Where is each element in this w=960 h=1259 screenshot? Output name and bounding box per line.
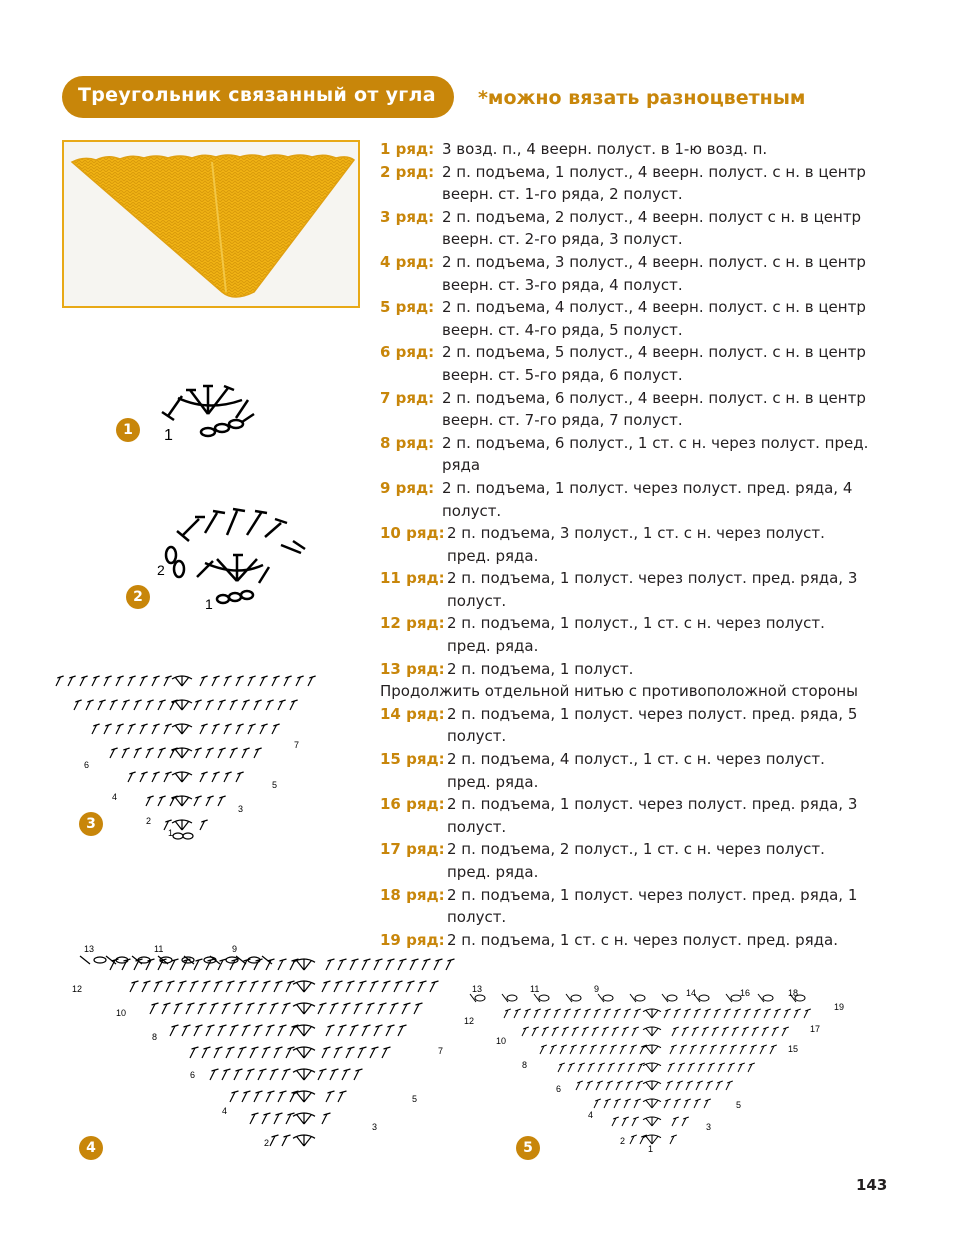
row-8: 8 ряд: 2 п. подъема, 6 полуст., 1 ст. с н. через полуст. пред. ряда — [380, 433, 869, 475]
d5-label-11: 11 — [530, 984, 540, 994]
d5-label-12: 12 — [464, 1016, 475, 1026]
row-6: 6 ряд: 2 п. подъема, 5 полуст., 4 веерн. полуст. с н. в центр веерн. ст. 5-го ряда, 6 полуст. — [380, 343, 866, 384]
diagram-1 — [160, 378, 260, 446]
row-14: 14 ряд: 2 п. подъема, 1 полуст. через полуст. пред. ряда, 5 полуст. — [380, 704, 858, 746]
section-title-banner — [62, 76, 454, 118]
d3-label-2: 2 — [146, 816, 152, 826]
row-5: 5 ряд: 2 п. подъема, 4 полуст., 4 веерн. полуст. с н. в центр веерн. ст. 4-го ряда, 5 полуст. — [380, 298, 866, 339]
multicolor-note: *можно вязать разноцветным — [478, 87, 806, 109]
row-17: 17 ряд: 2 п. подъема, 2 полуст., 1 ст. с н. через полуст. пред. ряда. — [380, 840, 825, 881]
diagram-5-badge: 5 — [516, 1136, 540, 1160]
diagram-1-label: 1 — [164, 427, 173, 444]
row-12: 12 ряд: 2 п. подъема, 1 полуст., 1 ст. с н. через полуст. пред. ряда. — [380, 614, 825, 656]
d5-label-5: 5 — [736, 1100, 742, 1110]
row-4: 4 ряд: 2 п. подъема, 3 полуст., 4 веерн. полуст. с н. в центр веерн. ст. 3-го ряда, 4 полуст. — [380, 252, 866, 294]
row-10: 10 ряд: 2 п. подъема, 3 полуст., 1 ст. с н. через полуст. пред. ряда. — [380, 524, 825, 565]
diagram-2-label-2: 2 — [157, 562, 165, 578]
diagram-4-badge: 4 — [79, 1136, 103, 1160]
row-19: 19 ряд: 2 п. подъема, 1 ст. с н. через полуст. пред. ряда. — [380, 930, 838, 949]
diagram-2-badge: 2 — [126, 585, 150, 609]
d4-label-3: 3 — [372, 1122, 378, 1132]
d4-label-12: 12 — [72, 984, 83, 994]
d5-label-14: 14 — [686, 988, 697, 998]
row-1: 1 ряд: 3 возд. п., 4 веерн. полуст. в 1-ю возд. п. — [380, 140, 768, 158]
d4-label-6: 6 — [190, 1070, 196, 1080]
d5-label-4: 4 — [588, 1110, 594, 1120]
d3-label-4: 4 — [112, 792, 118, 802]
d4-label-11: 11 — [154, 944, 164, 954]
row-18: 18 ряд: 2 п. подъема, 1 полуст. через полуст. пред. ряда, 1 полуст. — [380, 885, 858, 927]
row-9: 9 ряд: 2 п. подъема, 1 полуст. через полуст. пред. ряда, 4 полуст. — [380, 478, 853, 520]
row-16: 16 ряд: 2 п. подъема, 1 полуст. через полуст. пред. ряда, 3 полуст. — [380, 795, 858, 836]
d5-label-10: 10 — [496, 1036, 507, 1046]
d5-label-1: 1 — [648, 1144, 654, 1154]
d5-label-8: 8 — [522, 1060, 528, 1070]
d5-label-15: 15 — [788, 1044, 799, 1054]
d4-label-4: 4 — [222, 1106, 228, 1116]
continue-instruction: Продолжить отдельной нитью с противоположной стороны — [380, 682, 858, 701]
d5-label-17: 17 — [810, 1024, 821, 1034]
d5-label-16: 16 — [740, 988, 751, 998]
product-photo — [62, 140, 360, 308]
d4-label-13: 13 — [84, 944, 95, 954]
d5-label-13: 13 — [472, 984, 483, 994]
row-15: 15 ряд: 2 п. подъема, 4 полуст., 1 ст. с н. через полуст. пред. ряда. — [380, 750, 825, 791]
diagram-3 — [60, 662, 310, 842]
d4-label-9: 9 — [232, 944, 238, 954]
row-3: 3 ряд: 2 п. подъема, 2 полуст., 4 веерн. полуст с н. в центр веерн. ст. 2-го ряда, 3 полуст. — [380, 207, 862, 249]
diagram-1-badge: 1 — [116, 418, 140, 442]
row-11: 11 ряд: 2 п. подъема, 1 полуст. через полуст. пред. ряда, 3 полуст. — [380, 569, 858, 610]
d4-label-7: 7 — [438, 1046, 444, 1056]
section-title: Треугольник связанный от угла — [78, 84, 436, 106]
page-number: 143 — [856, 1176, 888, 1194]
diagram-2 — [155, 505, 315, 615]
d5-label-19: 19 — [834, 1002, 845, 1012]
d3-label-3: 3 — [238, 804, 244, 814]
d4-label-8: 8 — [152, 1032, 158, 1042]
d4-label-10: 10 — [116, 1008, 127, 1018]
d4-label-2: 2 — [264, 1138, 270, 1148]
diagram-5 — [460, 984, 850, 1156]
d5-label-6: 6 — [556, 1084, 562, 1094]
d5-label-2: 2 — [620, 1136, 626, 1146]
d5-label-9: 9 — [594, 984, 600, 994]
knitted-triangle-image — [64, 142, 358, 306]
row-2: 2 ряд: 2 п. подъема, 1 полуст., 4 веерн. полуст. с н. в центр веерн. ст. 1-го ряда, 2 полуст. — [380, 162, 866, 204]
row-7: 7 ряд: 2 п. подъема, 6 полуст., 4 веерн. полуст. с н. в центр веерн. ст. 7-го ряда, 7 полуст. — [380, 388, 866, 430]
d3-label-7: 7 — [294, 740, 300, 750]
d3-label-5: 5 — [272, 780, 278, 790]
diagram-3-badge: 3 — [79, 812, 103, 836]
d3-label-6: 6 — [84, 760, 90, 770]
d3-label-1: 1 — [168, 828, 174, 838]
d5-label-18: 18 — [788, 988, 799, 998]
d4-label-5: 5 — [412, 1094, 418, 1104]
diagram-2-label-1: 1 — [205, 596, 213, 612]
row-13: 13 ряд: 2 п. подъема, 1 полуст. — [380, 659, 634, 678]
d5-label-3: 3 — [706, 1122, 712, 1132]
row-instructions — [380, 138, 870, 951]
diagram-4 — [60, 942, 450, 1162]
